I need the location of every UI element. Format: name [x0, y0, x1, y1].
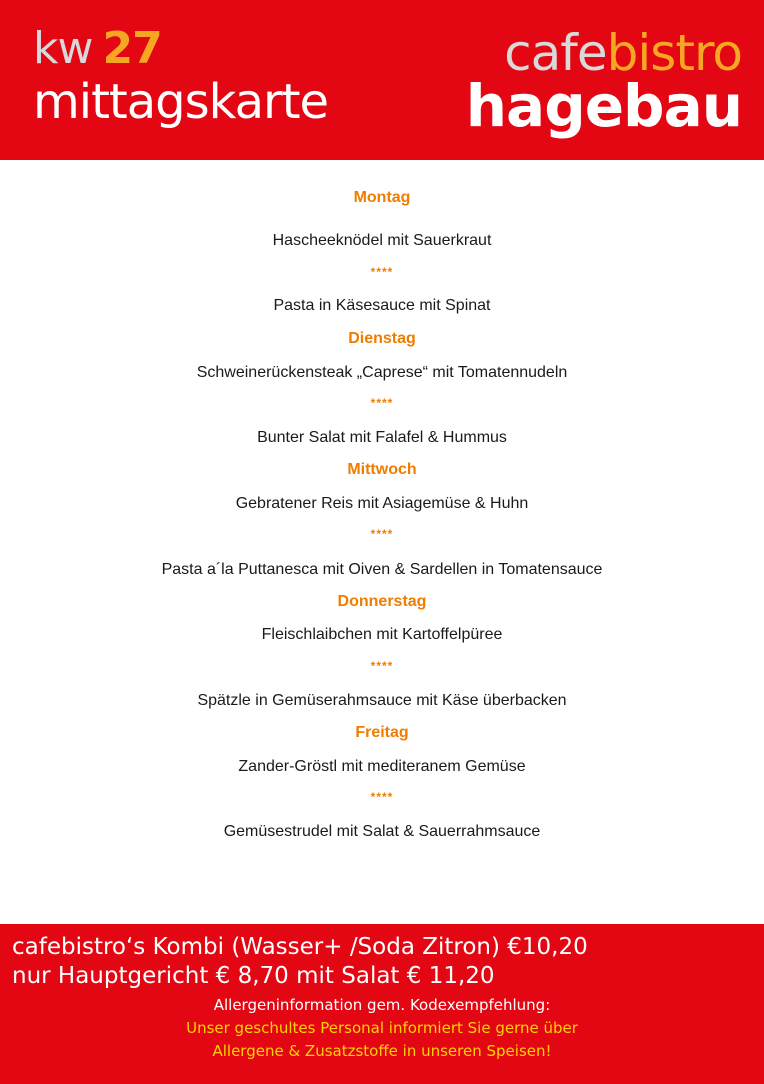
separator: ****: [370, 659, 394, 673]
day-heading-friday: Freitag: [355, 724, 409, 741]
allergen-note-1: Unser geschultes Personal informiert Sie gerne über: [186, 1019, 578, 1037]
kw-number: 27: [102, 23, 162, 74]
page-title: mittagskarte: [33, 74, 329, 130]
price-line: nur Hauptgericht € 8,70 mit Salat € 11,20: [12, 963, 495, 989]
separator: ****: [370, 265, 394, 279]
footer-banner: [0, 924, 764, 1084]
separator: ****: [370, 396, 394, 410]
dish-thursday-2: Spätzle in Gemüserahmsauce mit Käse überbacken: [197, 692, 567, 709]
kw-label: kw: [33, 23, 93, 74]
dish-wednesday-1: Gebratener Reis mit Asiagemüse & Huhn: [235, 495, 529, 512]
dish-friday-2: Gemüsestrudel mit Salat & Sauerrahmsauce: [223, 823, 541, 840]
brand-part-bistro: bistro: [606, 24, 742, 82]
dish-monday-2: Pasta in Käsesauce mit Spinat: [273, 297, 491, 314]
dish-tuesday-1: Schweinerückensteak „Caprese“ mit Tomatennudeln: [196, 364, 568, 381]
day-heading-tuesday: Dienstag: [348, 330, 416, 347]
dish-monday-1: Hascheeknödel mit Sauerkraut: [272, 232, 492, 249]
dish-friday-1: Zander-Gröstl mit mediteranem Gemüse: [238, 758, 526, 775]
allergen-note-2: Allergene & Zusatzstoffe in unseren Speisen!: [212, 1042, 552, 1060]
day-heading-wednesday: Mittwoch: [347, 461, 417, 478]
dish-wednesday-2: Pasta a´la Puttanesca mit Oiven & Sardellen in Tomatensauce: [161, 561, 603, 578]
day-heading-thursday: Donnerstag: [337, 593, 427, 610]
separator: ****: [370, 527, 394, 541]
kombi-offer: cafebistro‘s Kombi (Wasser+ /Soda Zitron) €10,20: [12, 934, 588, 960]
dish-thursday-1: Fleischlaibchen mit Kartoffelpüree: [261, 626, 503, 643]
day-heading-monday: Montag: [353, 189, 411, 206]
allergen-title: Allergeninformation gem. Kodexempfehlung:: [213, 996, 551, 1014]
brand-logo-hagebau: hagebau: [465, 72, 742, 140]
brand-part-cafe: cafe: [504, 24, 607, 82]
dish-tuesday-2: Bunter Salat mit Falafel & Hummus: [257, 429, 507, 446]
separator: ****: [370, 790, 394, 804]
